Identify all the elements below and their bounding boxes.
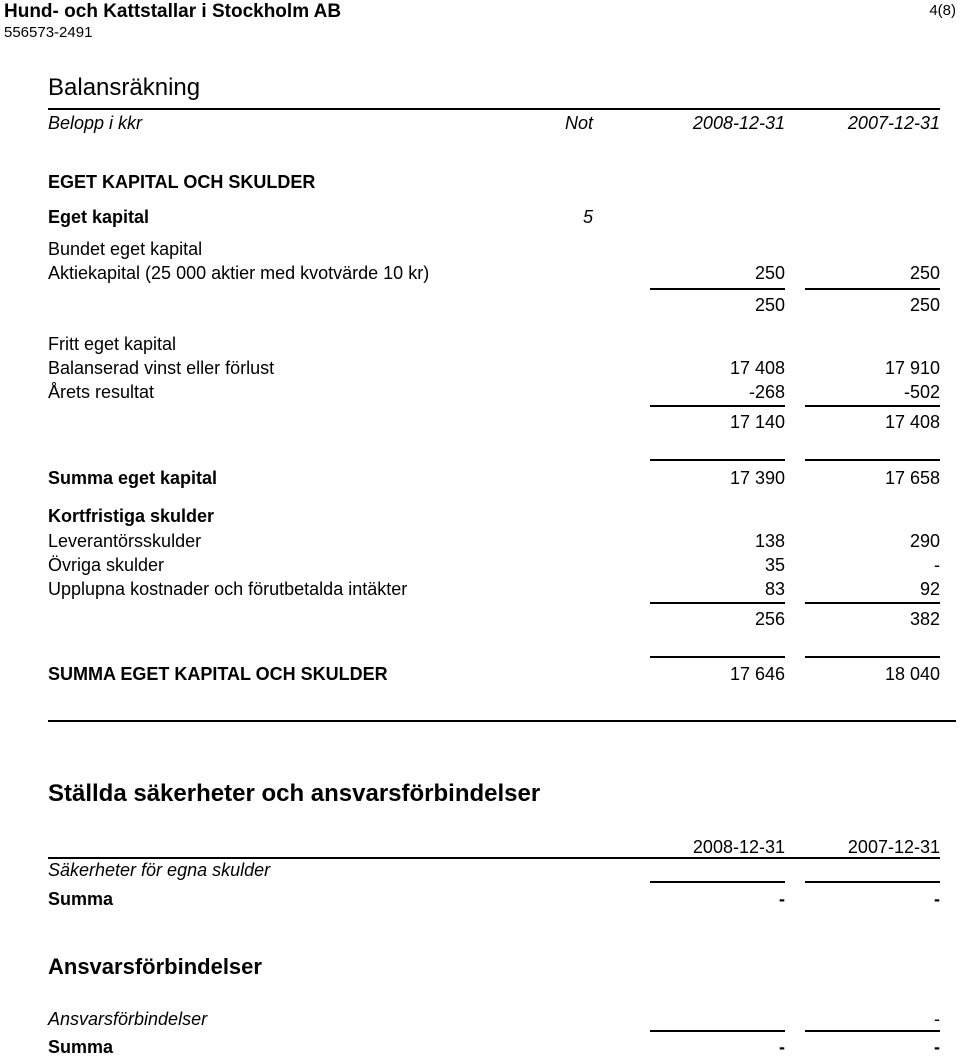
year-result-2008: -268 [748, 382, 785, 402]
sum-underline [805, 405, 940, 407]
equity-total-label: Summa eget kapital [48, 468, 218, 488]
retained-earnings-label: Balanserad vinst eller förlust [48, 358, 275, 378]
year-result-label: Årets resultat [48, 382, 155, 402]
year-result-2007: -502 [903, 382, 940, 402]
restricted-sum-2007: 250 [909, 295, 940, 315]
contingent-row-label: Ansvarsförbindelser [48, 1009, 208, 1029]
other-liabilities-2008: 35 [764, 555, 785, 575]
contingent-sum-2007: - [934, 1037, 940, 1057]
pledged-sum-2008: - [779, 889, 785, 909]
equity-total-2007: 17 658 [884, 468, 940, 488]
section-heading: EGET KAPITAL OCH SKULDER [48, 172, 316, 192]
sum-underline [650, 656, 785, 658]
share-capital-2007: 250 [909, 263, 940, 283]
free-sum-2007: 17 408 [884, 412, 940, 432]
pledged-col-2008: 2008-12-31 [692, 837, 785, 857]
col-header-note: Not [565, 113, 594, 133]
org-number: 556573-2491 [4, 24, 93, 41]
liabilities-sum-2008: 256 [754, 609, 785, 629]
sum-underline [650, 602, 785, 604]
pledged-col-2007: 2007-12-31 [847, 837, 940, 857]
sum-underline [805, 656, 940, 658]
equity-total-2008: 17 390 [729, 468, 785, 488]
accrued-2007: 92 [919, 579, 940, 599]
title-divider [48, 108, 940, 110]
col-header-amount: Belopp i kkr [48, 113, 143, 133]
sum-underline [650, 881, 785, 883]
restricted-equity-label: Bundet eget kapital [48, 239, 203, 259]
accrued-2008: 83 [764, 579, 785, 599]
sum-underline [650, 405, 785, 407]
section-divider [48, 720, 956, 722]
pledged-sum-label: Summa [48, 889, 114, 909]
pledged-title: Ställda säkerheter och ansvarsförbindelser [48, 780, 541, 807]
sum-underline [805, 459, 940, 461]
free-sum-2008: 17 140 [729, 412, 785, 432]
equity-note: 5 [583, 207, 594, 227]
grand-total-label: SUMMA EGET KAPITAL OCH SKULDER [48, 664, 388, 684]
sum-underline [805, 1030, 940, 1032]
company-name: Hund- och Kattstallar i Stockholm AB [4, 1, 342, 22]
sum-underline [650, 288, 785, 290]
contingent-sum-label: Summa [48, 1037, 114, 1057]
retained-earnings-2008: 17 408 [729, 358, 785, 378]
sum-underline [650, 1030, 785, 1032]
sum-underline [805, 602, 940, 604]
other-liabilities-label: Övriga skulder [48, 555, 165, 575]
retained-earnings-2007: 17 910 [884, 358, 940, 378]
pledged-sum-2007: - [934, 889, 940, 909]
contingent-title: Ansvarsförbindelser [48, 954, 262, 979]
liabilities-sum-2007: 382 [909, 609, 940, 629]
liabilities-heading: Kortfristiga skulder [48, 506, 215, 526]
grand-total-2007: 18 040 [884, 664, 940, 684]
other-liabilities-2007: - [934, 555, 940, 575]
sum-underline [805, 288, 940, 290]
restricted-sum-2008: 250 [754, 295, 785, 315]
page-number: 4(8) [929, 2, 956, 19]
sum-underline [650, 459, 785, 461]
equity-heading: Eget kapital [48, 207, 150, 227]
col-header-2008: 2008-12-31 [692, 113, 785, 133]
pledged-row-label: Säkerheter för egna skulder [48, 860, 271, 880]
sum-underline [805, 881, 940, 883]
contingent-sum-2008: - [779, 1037, 785, 1057]
suppliers-2007: 290 [909, 531, 940, 551]
accrued-label: Upplupna kostnader och förutbetalda intäkter [48, 579, 408, 599]
col-header-2007: 2007-12-31 [847, 113, 940, 133]
balance-title: Balansräkning [48, 74, 201, 101]
suppliers-2008: 138 [754, 531, 785, 551]
contingent-row-2007: - [934, 1009, 940, 1029]
share-capital-2008: 250 [754, 263, 785, 283]
share-capital-label: Aktiekapital (25 000 aktier med kvotvärde 10 kr) [48, 263, 430, 283]
free-equity-label: Fritt eget kapital [48, 334, 177, 354]
suppliers-label: Leverantörsskulder [48, 531, 202, 551]
grand-total-2008: 17 646 [729, 664, 785, 684]
